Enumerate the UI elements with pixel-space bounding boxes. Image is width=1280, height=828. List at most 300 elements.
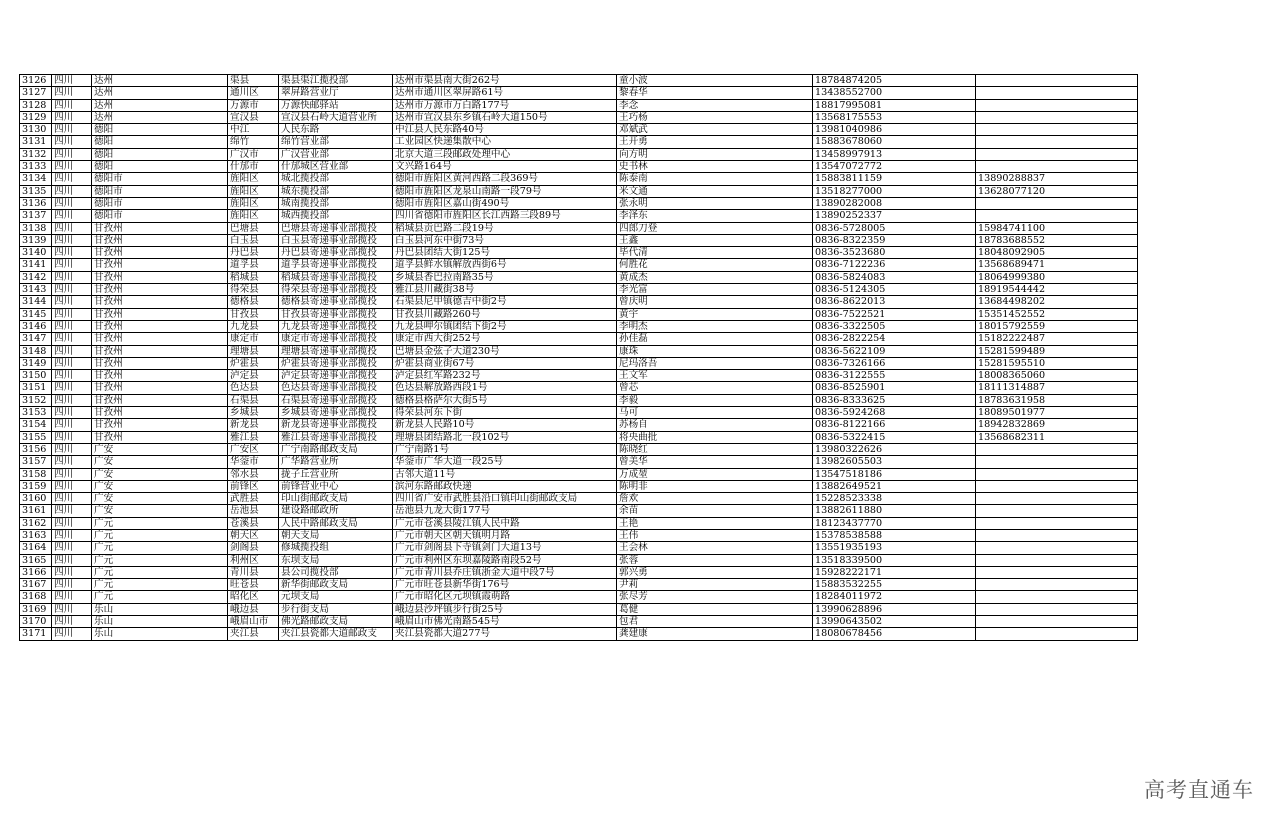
cell-district: 旌阳区	[228, 210, 279, 222]
cell-row-number: 3156	[20, 443, 52, 455]
cell-contact-name: 马可	[617, 407, 813, 419]
table-row	[20, 247, 1138, 259]
table-row	[20, 394, 1138, 406]
cell-contact-name: 尼玛洛吾	[617, 357, 813, 369]
cell-address: 峨边县沙坪镇步行街25号	[393, 603, 617, 615]
cell-row-number: 3152	[20, 394, 52, 406]
cell-address: 雅江县川藏街38号	[393, 284, 617, 296]
cell-city: 广安	[92, 505, 228, 517]
cell-row-number: 3164	[20, 542, 52, 554]
table-row	[20, 124, 1138, 136]
cell-contact-name: 李光富	[617, 284, 813, 296]
cell-phone: 0836-5924268	[813, 407, 976, 419]
cell-contact-name: 史书林	[617, 161, 813, 173]
cell-city: 广元	[92, 579, 228, 591]
cell-province: 四川	[52, 616, 92, 628]
cell-outlet-name: 稻城县寄递事业部揽投	[279, 271, 393, 283]
table-row	[20, 345, 1138, 357]
cell-row-number: 3128	[20, 99, 52, 111]
cell-row-number: 3147	[20, 333, 52, 345]
cell-contact-name: 王会林	[617, 542, 813, 554]
cell-province: 四川	[52, 111, 92, 123]
cell-address: 广宁南路1号	[393, 443, 617, 455]
cell-district: 利州区	[228, 554, 279, 566]
table-row	[20, 333, 1138, 345]
cell-contact-name: 苏杨自	[617, 419, 813, 431]
cell-outlet-name: 绵竹营业部	[279, 136, 393, 148]
cell-district: 前锋区	[228, 480, 279, 492]
cell-row-number: 3160	[20, 493, 52, 505]
cell-outlet-name: 元坝支局	[279, 591, 393, 603]
cell-address: 达州市通川区翠屏路61号	[393, 87, 617, 99]
cell-outlet-name: 道孚县寄递事业部揽投	[279, 259, 393, 271]
cell-district: 旌阳区	[228, 197, 279, 209]
cell-phone-alt: 13568689471	[976, 259, 1138, 271]
cell-province: 四川	[52, 468, 92, 480]
cell-phone: 18123437770	[813, 517, 976, 529]
cell-city: 甘孜州	[92, 382, 228, 394]
cell-address: 岳池县九龙大街177号	[393, 505, 617, 517]
cell-city: 广元	[92, 517, 228, 529]
cell-address: 色达县解放路西段1号	[393, 382, 617, 394]
cell-city: 甘孜州	[92, 370, 228, 382]
cell-outlet-name: 前锋营业中心	[279, 480, 393, 492]
table-row	[20, 185, 1138, 197]
cell-row-number: 3129	[20, 111, 52, 123]
cell-contact-name: 四郎刀登	[617, 222, 813, 234]
cell-outlet-name: 什邡城区营业部	[279, 161, 393, 173]
cell-phone: 0836-3122555	[813, 370, 976, 382]
cell-phone: 13547072772	[813, 161, 976, 173]
cell-phone-alt: 13684498202	[976, 296, 1138, 308]
cell-address: 工业园区快递集散中心	[393, 136, 617, 148]
cell-contact-name: 何胜花	[617, 259, 813, 271]
cell-row-number: 3140	[20, 247, 52, 259]
cell-address: 德格县格萨尔大街5号	[393, 394, 617, 406]
cell-district: 宣汉县	[228, 111, 279, 123]
cell-contact-name: 龚建康	[617, 628, 813, 640]
cell-contact-name: 陈晓红	[617, 443, 813, 455]
cell-phone-alt: 15281599489	[976, 345, 1138, 357]
cell-row-number: 3133	[20, 161, 52, 173]
cell-district: 剑阁县	[228, 542, 279, 554]
cell-province: 四川	[52, 345, 92, 357]
cell-outlet-name: 色达县寄递事业部揽投	[279, 382, 393, 394]
cell-province: 四川	[52, 247, 92, 259]
cell-address: 乡城县香巴拉南路35号	[393, 271, 617, 283]
cell-row-number: 3138	[20, 222, 52, 234]
cell-contact-name: 张尽芳	[617, 591, 813, 603]
table-row	[20, 529, 1138, 541]
cell-province: 四川	[52, 99, 92, 111]
cell-row-number: 3153	[20, 407, 52, 419]
cell-province: 四川	[52, 517, 92, 529]
cell-row-number: 3136	[20, 197, 52, 209]
cell-contact-name: 郭兴勇	[617, 566, 813, 578]
cell-district: 通川区	[228, 87, 279, 99]
table-row	[20, 271, 1138, 283]
table-row	[20, 284, 1138, 296]
cell-city: 甘孜州	[92, 234, 228, 246]
cell-contact-name: 黄宇	[617, 308, 813, 320]
table-row	[20, 87, 1138, 99]
cell-district: 苍溪县	[228, 517, 279, 529]
cell-phone-alt: 18064999380	[976, 271, 1138, 283]
cell-contact-name: 王伟	[617, 529, 813, 541]
cell-outlet-name: 城西揽投部	[279, 210, 393, 222]
cell-phone: 0836-8525901	[813, 382, 976, 394]
cell-outlet-name: 雅江县寄递事业部揽投	[279, 431, 393, 443]
cell-outlet-name: 德格县寄递事业部揽投	[279, 296, 393, 308]
cell-province: 四川	[52, 197, 92, 209]
cell-phone-alt: 18783688552	[976, 234, 1138, 246]
cell-province: 四川	[52, 173, 92, 185]
cell-outlet-name: 步行街支局	[279, 603, 393, 615]
cell-city: 广元	[92, 566, 228, 578]
cell-district: 得荣县	[228, 284, 279, 296]
cell-phone: 0836-3322505	[813, 320, 976, 332]
cell-address: 广元市青川县乔庄镇浙金大道中段7号	[393, 566, 617, 578]
cell-outlet-name: 人民东路	[279, 124, 393, 136]
cell-district: 旺苍县	[228, 579, 279, 591]
cell-address: 巴塘县金弦子大道230号	[393, 345, 617, 357]
cell-phone: 18284011972	[813, 591, 976, 603]
table-row	[20, 443, 1138, 455]
cell-address: 得荣县河东下街	[393, 407, 617, 419]
cell-address: 中江县人民东路40号	[393, 124, 617, 136]
cell-row-number: 3168	[20, 591, 52, 603]
cell-address: 广元市朝天区朝天镇明月路	[393, 529, 617, 541]
cell-phone: 0836-5124305	[813, 284, 976, 296]
table-row	[20, 628, 1138, 640]
cell-phone: 13547518186	[813, 468, 976, 480]
cell-phone: 0836-3523680	[813, 247, 976, 259]
cell-province: 四川	[52, 75, 92, 87]
cell-city: 德阳市	[92, 185, 228, 197]
cell-district: 广安区	[228, 443, 279, 455]
cell-row-number: 3169	[20, 603, 52, 615]
cell-phone: 15883678060	[813, 136, 976, 148]
table-row	[20, 505, 1138, 517]
table-row	[20, 210, 1138, 222]
cell-phone-alt: 18048092905	[976, 247, 1138, 259]
cell-province: 四川	[52, 505, 92, 517]
table-row	[20, 579, 1138, 591]
cell-address: 德阳市旌阳区黄河西路二段369号	[393, 173, 617, 185]
cell-phone-alt: 18111314887	[976, 382, 1138, 394]
cell-outlet-name: 乡城县寄递事业部揽投	[279, 407, 393, 419]
cell-contact-name: 包君	[617, 616, 813, 628]
cell-row-number: 3139	[20, 234, 52, 246]
cell-outlet-name: 人民中路邮政支局	[279, 517, 393, 529]
cell-district: 岳池县	[228, 505, 279, 517]
cell-city: 甘孜州	[92, 308, 228, 320]
cell-province: 四川	[52, 148, 92, 160]
table-row	[20, 431, 1138, 443]
cell-city: 广元	[92, 542, 228, 554]
table-row	[20, 419, 1138, 431]
watermark: 高考直通车	[1144, 778, 1254, 802]
cell-address: 广元市苍溪县陵江镇人民中路	[393, 517, 617, 529]
cell-contact-name: 王巧杨	[617, 111, 813, 123]
cell-outlet-name: 建设路邮政所	[279, 505, 393, 517]
cell-row-number: 3149	[20, 357, 52, 369]
cell-city: 达州	[92, 99, 228, 111]
cell-district: 康定市	[228, 333, 279, 345]
cell-province: 四川	[52, 603, 92, 615]
cell-province: 四川	[52, 87, 92, 99]
cell-contact-name: 毕代清	[617, 247, 813, 259]
cell-outlet-name: 佛光路邮政支局	[279, 616, 393, 628]
cell-province: 四川	[52, 234, 92, 246]
cell-city: 广安	[92, 480, 228, 492]
cell-province: 四川	[52, 185, 92, 197]
cell-outlet-name: 万源快邮驿站	[279, 99, 393, 111]
cell-province: 四川	[52, 259, 92, 271]
cell-contact-name: 邓斌武	[617, 124, 813, 136]
cell-address: 达州市渠县南大街262号	[393, 75, 617, 87]
cell-phone-alt: 13568682311	[976, 431, 1138, 443]
cell-district: 九龙县	[228, 320, 279, 332]
cell-city: 广安	[92, 468, 228, 480]
cell-phone-alt: 18919544442	[976, 284, 1138, 296]
cell-phone-alt	[976, 566, 1138, 578]
table-row	[20, 370, 1138, 382]
cell-contact-name: 余苗	[617, 505, 813, 517]
cell-phone: 13982605503	[813, 456, 976, 468]
cell-contact-name: 陈泰南	[617, 173, 813, 185]
cell-row-number: 3167	[20, 579, 52, 591]
cell-row-number: 3126	[20, 75, 52, 87]
cell-district: 华蓥市	[228, 456, 279, 468]
cell-district: 巴塘县	[228, 222, 279, 234]
cell-phone-alt	[976, 197, 1138, 209]
cell-phone: 0836-5728005	[813, 222, 976, 234]
cell-outlet-name: 石渠县寄递事业部揽投	[279, 394, 393, 406]
cell-province: 四川	[52, 296, 92, 308]
cell-phone-alt	[976, 591, 1138, 603]
cell-district: 渠县	[228, 75, 279, 87]
cell-city: 广元	[92, 529, 228, 541]
cell-contact-name: 童小波	[617, 75, 813, 87]
cell-phone: 13990628896	[813, 603, 976, 615]
cell-outlet-name: 城南揽投部	[279, 197, 393, 209]
cell-phone: 13890252337	[813, 210, 976, 222]
cell-phone: 13980322626	[813, 443, 976, 455]
cell-contact-name: 陈明非	[617, 480, 813, 492]
cell-phone-alt	[976, 443, 1138, 455]
table-row	[20, 357, 1138, 369]
cell-address: 北京大道三段邮政处理中心	[393, 148, 617, 160]
table-row	[20, 75, 1138, 87]
cell-row-number: 3157	[20, 456, 52, 468]
cell-address: 康定市西大街252号	[393, 333, 617, 345]
cell-district: 中江	[228, 124, 279, 136]
cell-province: 四川	[52, 370, 92, 382]
cell-row-number: 3165	[20, 554, 52, 566]
table-row	[20, 234, 1138, 246]
cell-province: 四川	[52, 136, 92, 148]
cell-contact-name: 王鑫	[617, 234, 813, 246]
cell-phone-alt	[976, 210, 1138, 222]
cell-row-number: 3142	[20, 271, 52, 283]
cell-phone-alt: 18008365060	[976, 370, 1138, 382]
cell-address: 文兴路164号	[393, 161, 617, 173]
cell-contact-name: 曾芯	[617, 382, 813, 394]
cell-row-number: 3134	[20, 173, 52, 185]
cell-province: 四川	[52, 382, 92, 394]
cell-province: 四川	[52, 579, 92, 591]
cell-city: 乐山	[92, 603, 228, 615]
cell-address: 泸定县红军路232号	[393, 370, 617, 382]
cell-phone-alt	[976, 75, 1138, 87]
cell-row-number: 3159	[20, 480, 52, 492]
cell-city: 广元	[92, 554, 228, 566]
cell-address: 广元市昭化区元坝镇霞萌路	[393, 591, 617, 603]
cell-phone-alt	[976, 87, 1138, 99]
table-row	[20, 136, 1138, 148]
cell-phone: 18784874205	[813, 75, 976, 87]
cell-phone: 13551935193	[813, 542, 976, 554]
cell-district: 炉霍县	[228, 357, 279, 369]
cell-district: 雅江县	[228, 431, 279, 443]
table-row	[20, 161, 1138, 173]
cell-phone-alt	[976, 579, 1138, 591]
cell-row-number: 3130	[20, 124, 52, 136]
cell-contact-name: 王开勇	[617, 136, 813, 148]
table-row	[20, 197, 1138, 209]
table-row	[20, 259, 1138, 271]
cell-contact-name: 张蓉	[617, 554, 813, 566]
cell-outlet-name: 新龙县寄递事业部揽投	[279, 419, 393, 431]
cell-phone-alt	[976, 480, 1138, 492]
cell-phone: 13882611880	[813, 505, 976, 517]
cell-contact-name: 李念	[617, 99, 813, 111]
cell-district: 理塘县	[228, 345, 279, 357]
cell-province: 四川	[52, 443, 92, 455]
cell-district: 石渠县	[228, 394, 279, 406]
cell-phone: 13882649521	[813, 480, 976, 492]
cell-row-number: 3131	[20, 136, 52, 148]
cell-city: 甘孜州	[92, 320, 228, 332]
cell-province: 四川	[52, 124, 92, 136]
table-row	[20, 308, 1138, 320]
cell-outlet-name: 丹巴县寄递事业部揽投	[279, 247, 393, 259]
cell-phone: 0836-5622109	[813, 345, 976, 357]
cell-city: 德阳	[92, 136, 228, 148]
cell-outlet-name: 广汉营业部	[279, 148, 393, 160]
cell-district: 什邡市	[228, 161, 279, 173]
cell-address: 道孚县鲜水镇解放西街6号	[393, 259, 617, 271]
cell-city: 广元	[92, 591, 228, 603]
cell-district: 万源市	[228, 99, 279, 111]
cell-district: 青川县	[228, 566, 279, 578]
cell-phone: 0836-7326166	[813, 357, 976, 369]
cell-outlet-name: 白玉县寄递事业部揽投	[279, 234, 393, 246]
cell-row-number: 3170	[20, 616, 52, 628]
cell-contact-name: 曾美华	[617, 456, 813, 468]
cell-address: 四川省德阳市旌阳区长江西路三段89号	[393, 210, 617, 222]
cell-outlet-name: 新华街邮政支局	[279, 579, 393, 591]
cell-outlet-name: 城东揽投部	[279, 185, 393, 197]
cell-province: 四川	[52, 210, 92, 222]
cell-outlet-name: 印山街邮政支局	[279, 493, 393, 505]
cell-row-number: 3154	[20, 419, 52, 431]
cell-row-number: 3148	[20, 345, 52, 357]
cell-district: 昭化区	[228, 591, 279, 603]
cell-city: 达州	[92, 87, 228, 99]
cell-contact-name: 孙佳磊	[617, 333, 813, 345]
cell-city: 甘孜州	[92, 222, 228, 234]
cell-district: 泸定县	[228, 370, 279, 382]
cell-phone-alt	[976, 603, 1138, 615]
cell-row-number: 3132	[20, 148, 52, 160]
table-row	[20, 99, 1138, 111]
cell-outlet-name: 泸定县寄递事业部揽投	[279, 370, 393, 382]
cell-phone-alt: 18942832869	[976, 419, 1138, 431]
cell-phone: 0836-2822254	[813, 333, 976, 345]
cell-address: 白玉县河东中街73号	[393, 234, 617, 246]
cell-outlet-name: 理塘县寄递事业部揽投	[279, 345, 393, 357]
cell-phone: 15883811159	[813, 173, 976, 185]
cell-province: 四川	[52, 566, 92, 578]
cell-row-number: 3162	[20, 517, 52, 529]
cell-phone: 18080678456	[813, 628, 976, 640]
cell-outlet-name: 巴塘县寄递事业部揽投	[279, 222, 393, 234]
cell-city: 甘孜州	[92, 345, 228, 357]
cell-district: 旌阳区	[228, 173, 279, 185]
cell-phone-alt	[976, 161, 1138, 173]
cell-outlet-name: 得荣县寄递事业部揽投	[279, 284, 393, 296]
cell-phone-alt	[976, 542, 1138, 554]
cell-outlet-name: 县公司揽投部	[279, 566, 393, 578]
cell-province: 四川	[52, 542, 92, 554]
cell-province: 四川	[52, 628, 92, 640]
cell-contact-name: 葛健	[617, 603, 813, 615]
cell-city: 甘孜州	[92, 419, 228, 431]
cell-phone: 15378538588	[813, 529, 976, 541]
cell-phone-alt	[976, 517, 1138, 529]
cell-province: 四川	[52, 554, 92, 566]
cell-city: 德阳市	[92, 197, 228, 209]
cell-outlet-name: 甘孜县寄递事业部揽投	[279, 308, 393, 320]
cell-row-number: 3166	[20, 566, 52, 578]
cell-contact-name: 李毅	[617, 394, 813, 406]
cell-contact-name: 詹欢	[617, 493, 813, 505]
cell-city: 达州	[92, 75, 228, 87]
cell-phone: 0836-8122166	[813, 419, 976, 431]
cell-row-number: 3144	[20, 296, 52, 308]
cell-address: 九龙县呷尔镇团结下街2号	[393, 320, 617, 332]
cell-phone-alt: 15182222487	[976, 333, 1138, 345]
cell-row-number: 3137	[20, 210, 52, 222]
cell-province: 四川	[52, 480, 92, 492]
cell-district: 甘孜县	[228, 308, 279, 320]
cell-phone: 13458997913	[813, 148, 976, 160]
cell-city: 甘孜州	[92, 247, 228, 259]
cell-phone: 18817995081	[813, 99, 976, 111]
cell-district: 广汉市	[228, 148, 279, 160]
cell-city: 达州	[92, 111, 228, 123]
cell-phone: 13981040986	[813, 124, 976, 136]
cell-address: 华蓥市广华大道一段25号	[393, 456, 617, 468]
cell-contact-name: 将央曲批	[617, 431, 813, 443]
cell-outlet-name: 夹江县瓷都大道邮政支	[279, 628, 393, 640]
cell-contact-name: 张永明	[617, 197, 813, 209]
table-row	[20, 111, 1138, 123]
cell-city: 甘孜州	[92, 296, 228, 308]
cell-address: 德阳市旌阳区龙泉山南路一段79号	[393, 185, 617, 197]
